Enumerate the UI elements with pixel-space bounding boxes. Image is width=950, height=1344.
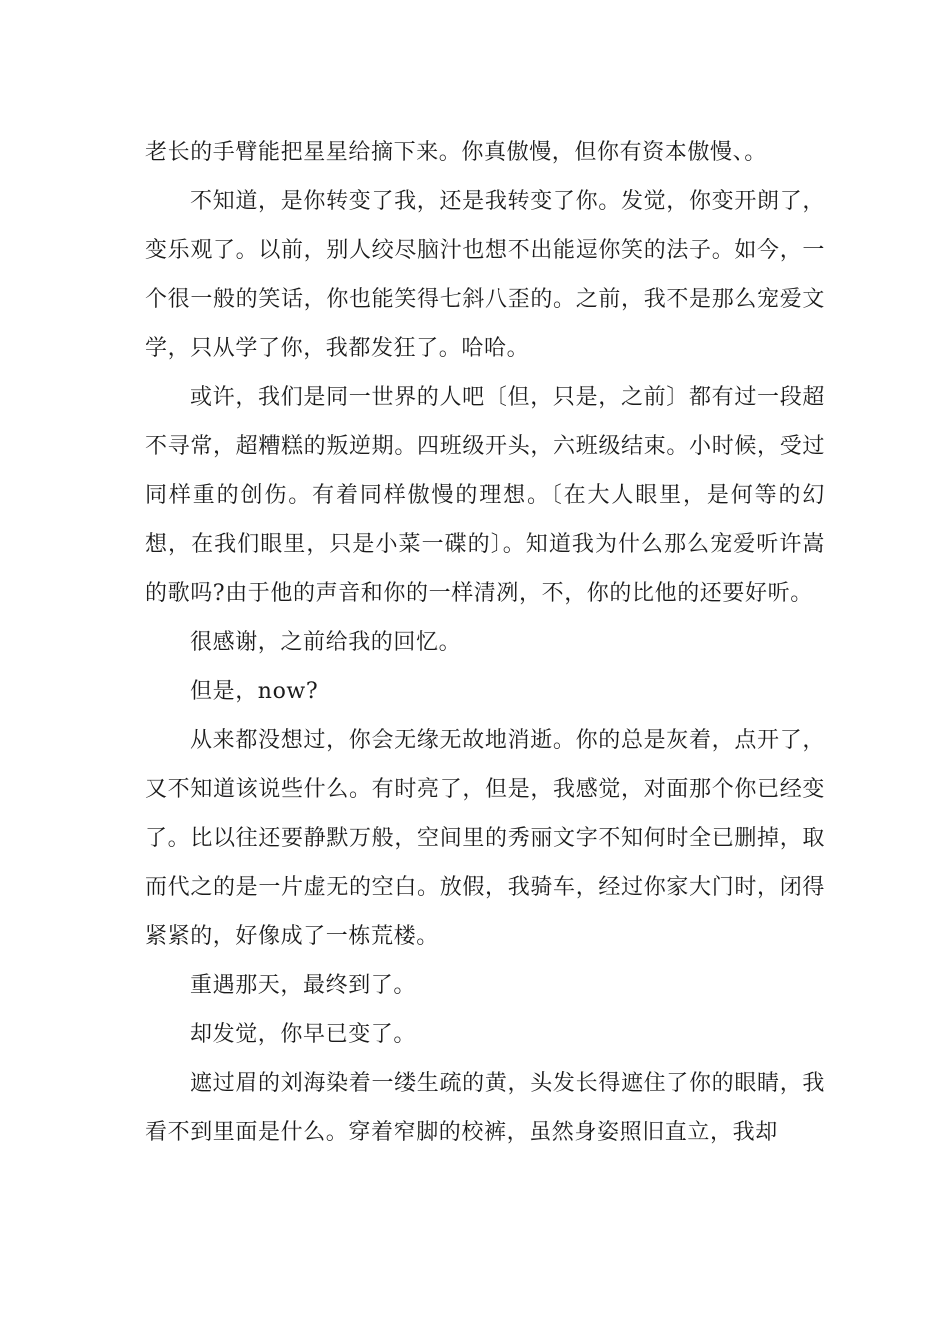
paragraph-1: 老长的手臂能把星星给摘下来。你真傲慢，但你有资本傲慢、。 [145, 140, 767, 165]
paragraph-4: 很感谢，之前给我的回忆。 [190, 630, 462, 655]
paragraph-7: 重遇那天，最终到了。 [190, 973, 417, 998]
document-body [145, 128, 825, 1157]
paragraph-8: 却发觉，你早已变了。 [190, 1022, 417, 1047]
paragraph-3: 或许，我们是同一世界的人吧〔但，只是，之前〕都有过一段超不寻常，超糟糕的叛逆期。四班级开头，六班级结束。小时候，受过同样重的创伤。有着同样傲慢的理想。〔在大人眼里，是何等的幻想，在我们眼里，只是小菜一碟的〕。知道我为什么那么宠爱听许嵩的歌吗?由于他的声音和你的一样清冽，不，你的比他的还要好听。 [145, 385, 825, 606]
paragraph-6: 从来都没想过，你会无缘无故地消逝。你的总是灰着，点开了，又不知道该说些什么。有时亮了，但是，我感觉，对面那个你已经变了。比以往还要静默万般，空间里的秀丽文字不知何时全已删掉，取而代之的是一片虚无的空白。放假，我骑车，经过你家大门时，闭得紧紧的，好像成了一栋荒楼。 [145, 728, 825, 949]
paragraph-9: 遮过眉的刘海染着一缕生疏的黄，头发长得遮住了你的眼睛，我看不到里面是什么。穿着窄脚的校裤，虽然身姿照旧直立，我却 [145, 1071, 825, 1145]
paragraph-5: 但是，now? [190, 679, 319, 704]
paragraph-2: 不知道，是你转变了我，还是我转变了你。发觉，你变开朗了，变乐观了。以前，别人绞尽脑汁也想不出能逗你笑的法子。如今，一个很一般的笑话，你也能笑得七斜八歪的。之前，我不是那么宠爱文学，只从学了你，我都发狂了。哈哈。 [145, 189, 825, 361]
